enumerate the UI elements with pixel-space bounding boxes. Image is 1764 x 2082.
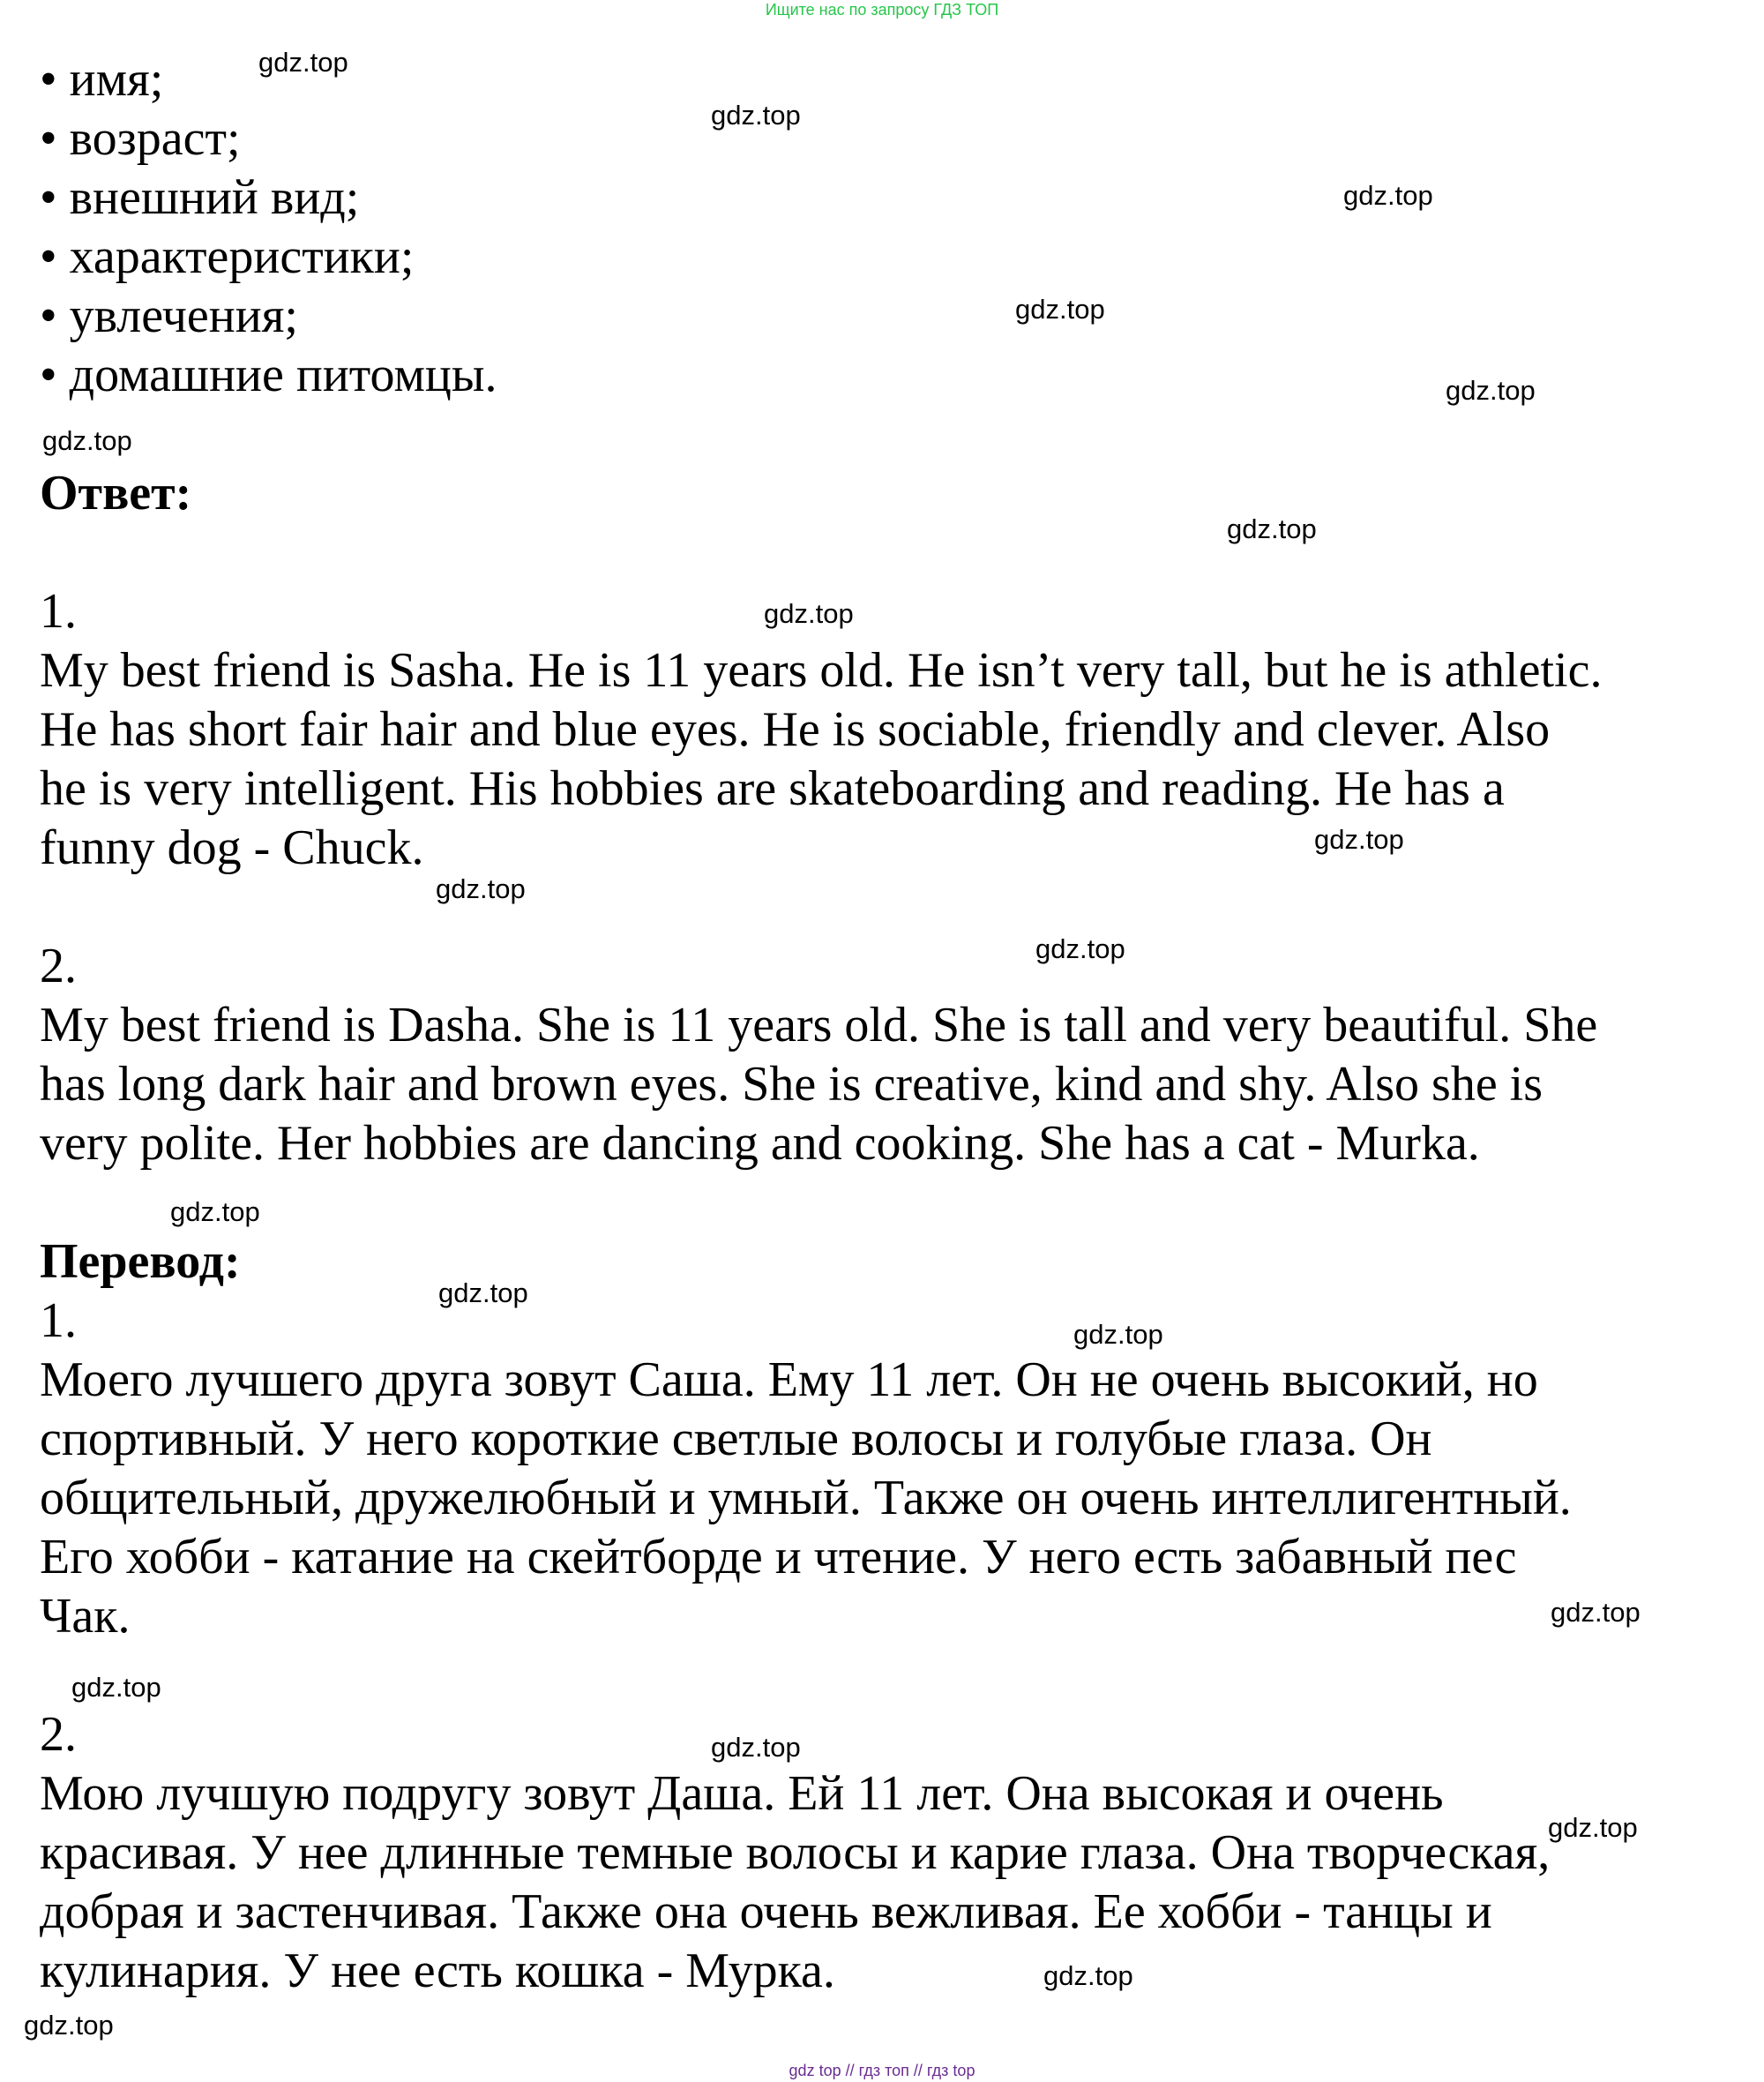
watermark: gdz.top bbox=[1314, 824, 1404, 855]
answer-2-line: very polite. Her hobbies are dancing and cooking. She has a cat - Murka. bbox=[40, 1116, 1480, 1171]
translation-2-line: красивая. У нее длинные темные волосы и карие глаза. Она творческая, bbox=[40, 1825, 1551, 1880]
translation-1-line: Его хобби - катание на скейтборде и чтение. У него есть забавный пес bbox=[40, 1530, 1517, 1584]
answer-2-line: has long dark hair and brown eyes. She is creative, kind and shy. Also she is bbox=[40, 1057, 1544, 1112]
watermark: gdz.top bbox=[1015, 294, 1105, 325]
translation-2-number: 2. bbox=[40, 1707, 77, 1762]
translation-1-line: спортивный. У него короткие светлые волосы и голубые глаза. Он bbox=[40, 1412, 1432, 1466]
watermark: gdz.top bbox=[1043, 1960, 1133, 1991]
translation-1-line: Чак. bbox=[40, 1589, 131, 1644]
watermark: gdz.top bbox=[438, 1277, 528, 1308]
translation-1-line: Моего лучшего друга зовут Саша. Ему 11 лет. Он не очень высокий, но bbox=[40, 1352, 1538, 1407]
translation-1-number: 1. bbox=[40, 1293, 77, 1348]
answer-1-line: he is very intelligent. His hobbies are skateboarding and reading. He has a bbox=[40, 761, 1505, 816]
top-banner: Ищите нас по запросу ГДЗ ТОП bbox=[765, 1, 999, 19]
bullet-item: • имя; bbox=[40, 52, 164, 107]
watermark: gdz.top bbox=[1548, 1812, 1638, 1843]
bullet-item: • внешний вид; bbox=[40, 170, 360, 225]
answer-1-line: funny dog - Chuck. bbox=[40, 820, 424, 875]
watermark: gdz.top bbox=[1551, 1597, 1641, 1628]
bullet-item: • возраст; bbox=[40, 111, 241, 166]
watermark: gdz.top bbox=[71, 1672, 161, 1703]
watermark: gdz.top bbox=[170, 1196, 260, 1227]
bullet-item: • домашние питомцы. bbox=[40, 348, 497, 402]
watermark: gdz.top bbox=[1227, 513, 1317, 544]
answer-heading: Ответ: bbox=[40, 466, 192, 520]
watermark: gdz.top bbox=[711, 1732, 801, 1763]
watermark: gdz.top bbox=[1035, 933, 1125, 964]
watermark: gdz.top bbox=[258, 47, 348, 78]
translation-2-line: Мою лучшую подругу зовут Даша. Ей 11 лет. Она высокая и очень bbox=[40, 1766, 1444, 1821]
translation-1-line: общительный, дружелюбный и умный. Также он очень интеллигентный. bbox=[40, 1471, 1572, 1525]
watermark: gdz.top bbox=[1073, 1319, 1163, 1350]
bullet-item: • увлечения; bbox=[40, 288, 298, 343]
watermark: gdz.top bbox=[1446, 375, 1536, 406]
answer-1-line: He has short fair hair and blue eyes. He is sociable, friendly and clever. Also bbox=[40, 702, 1551, 757]
translation-2-line: кулинария. У нее есть кошка - Мурка. bbox=[40, 1943, 835, 1998]
answer-2-line: My best friend is Dasha. She is 11 years old. She is tall and very beautiful. She bbox=[40, 998, 1598, 1052]
watermark: gdz.top bbox=[1343, 180, 1433, 211]
watermark: gdz.top bbox=[436, 873, 526, 904]
translation-2-line: добрая и застенчивая. Также она очень вежливая. Ее хобби - танцы и bbox=[40, 1884, 1492, 1939]
answer-1-number: 1. bbox=[40, 584, 77, 639]
watermark: gdz.top bbox=[711, 100, 801, 131]
watermark: gdz.top bbox=[24, 2010, 114, 2041]
translation-heading: Перевод: bbox=[40, 1234, 241, 1289]
answer-2-number: 2. bbox=[40, 939, 77, 993]
answer-1-line: My best friend is Sasha. He is 11 years old. He isn’t very tall, but he is athletic. bbox=[40, 643, 1603, 698]
watermark: gdz.top bbox=[764, 598, 854, 629]
watermark: gdz.top bbox=[42, 425, 132, 456]
footer: gdz top // гдз топ // гдз top bbox=[789, 2062, 975, 2079]
bullet-item: • характеристики; bbox=[40, 229, 415, 284]
